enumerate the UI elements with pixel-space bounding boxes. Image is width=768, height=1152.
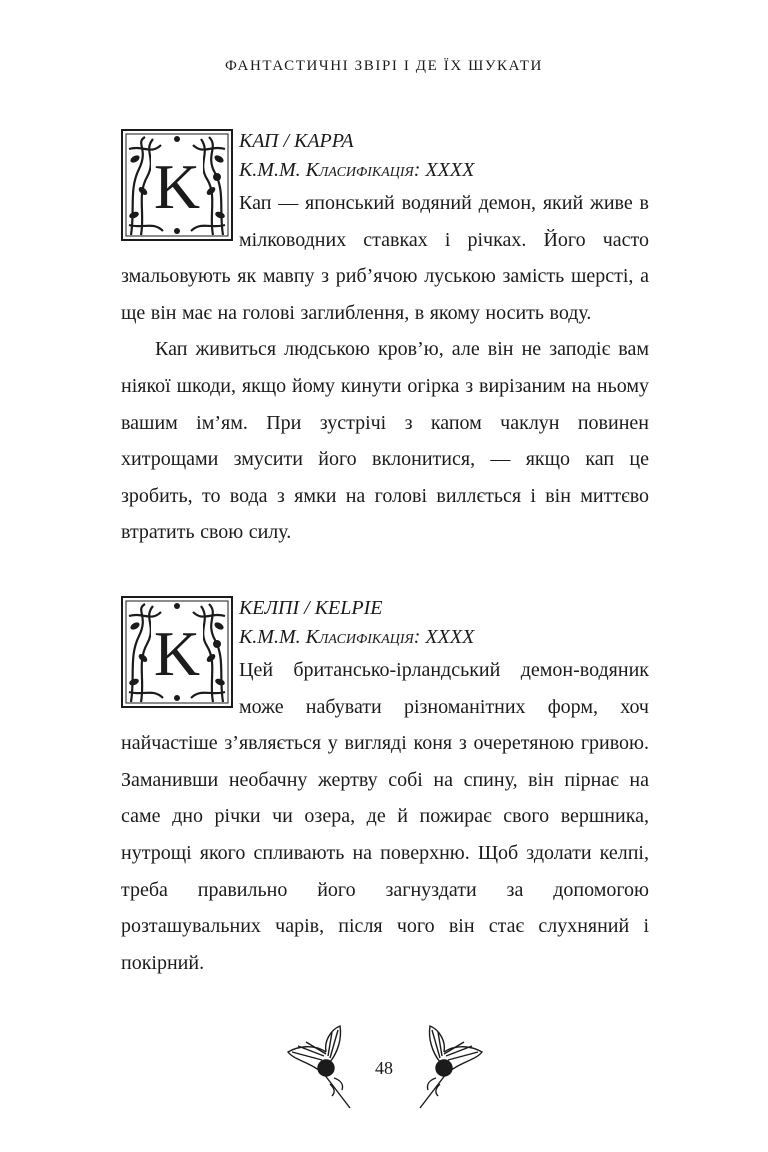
entry-paragraph: Кап — японський водяний демон, який живе в мілководних ставках і річках. Його часто змальовують як мавпу з риб’ячою луською замість шерсті, а ще він має на голові заглиблення, в якому носить воду. [121,192,649,324]
dropcap-ornament [121,129,233,241]
dropcap-ornament [121,596,233,708]
page-number: 48 [375,1058,393,1078]
entry-title: КЕЛПІ / KELPIE [239,597,383,619]
running-head: ФАНТАСТИЧНІ ЗВІРІ І ДЕ ЇХ ШУКАТИ [225,58,543,74]
classification-label: К.М.М. Класифікація: [239,626,421,648]
dropcap-letter: K [153,151,201,222]
classification-label: К.М.М. Класифікація: [239,159,421,181]
classification-value: XXXX [425,159,475,181]
dropcap-letter: K [153,618,201,689]
entry-kelpie [121,594,649,981]
entry-title: КАП / KAPPA [239,130,354,152]
entry-paragraph: Цей британсько-ірландський демон-водяник може набувати різноманітних форм, хоч найчастіше з’являється у вигляді коня з очеретяною гривою. Заманивши необачну жертву собі на спину, він пірнає на саме дно річки чи озера, де й пожирає свого вершника, нутрощі якого спливають на поверхню. Щоб здолати келпі, треба правильно його загнуздати за допомогою розташувальних чарів, після чого він стає слухняний і покірний. [121,659,649,974]
page-footer [0,1022,768,1112]
entry-kappa [121,127,649,551]
thistle-icon [414,1022,486,1112]
entry-paragraph: Кап живиться людською кров’ю, але він не заподіє вам ніякої шкоди, якщо йому кинути огірка з вирізаним на ньому вашим ім’ям. При зустрічі з капом чаклун повинен хитрощами змусити його вклонитися, — якщо кап це зробить, то вода з ямки на голові виллється і він миттєво втратить свою силу. [121,338,649,544]
classification-value: XXXX [425,626,475,648]
